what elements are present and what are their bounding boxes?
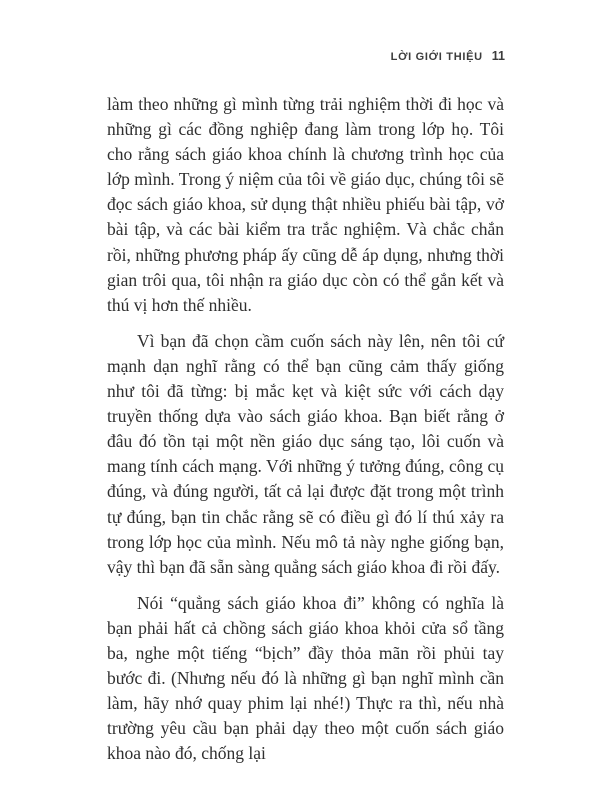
- paragraph: Nói “quẳng sách giáo khoa đi” không có nghĩa là bạn phải hất cả chồng sách giáo khoa khỏi cửa sổ tầng ba, nghe một tiếng “bịch” đầy thỏa mãn rồi phủi tay bước đi. (Nhưng nếu đó là những gì bạn nghĩ mình cần làm, hãy nhớ quay phim lại nhé!) Thực ra thì, nếu nhà trường yêu cầu bạn phải dạy theo một cuốn sách giáo khoa nào đó, chống lại: [107, 592, 504, 764]
- paragraph: làm theo những gì mình từng trải nghiệm thời đi học và những gì các đồng nghiệp đang làm trong lớp họ. Tôi cho rằng sách giáo khoa chính là chương trình học của lớp mình. Trong ý niệm của tôi về giáo dục, chúng tôi sẽ đọc sách giáo khoa, sử dụng thật nhiều phiếu bài tập, vở bài tập, và các bài kiểm tra trắc nghiệm. Và chắc chắn rồi, những phương pháp ấy cũng dễ áp dụng, nhưng thời gian trôi qua, tôi nhận ra giáo dục còn có thể gắn kết và thú vị hơn thế nhiều.: [107, 94, 504, 315]
- running-head-title: LỜI GIỚI THIỆU: [390, 51, 483, 63]
- page-body: [107, 92, 504, 777]
- paragraph: Vì bạn đã chọn cầm cuốn sách này lên, nên tôi cứ mạnh dạn nghĩ rằng có thể bạn cũng cảm thấy giống như tôi đã từng: bị mắc kẹt và kiệt sức với cách dạy truyền thống dựa vào sách giáo khoa. Bạn biết rằng ở đâu đó tồn tại một nền giáo dục sáng tạo, lôi cuốn và mang tính cách mạng. Với những ý tưởng đúng, công cụ đúng, và đúng người, tất cả lại được đặt trong một trình tự đúng, bạn tin chắc rằng sẽ có điều gì đó lí thú xảy ra trong lớp học của mình. Nếu mô tả này nghe giống bạn, vậy thì bạn đã sẵn sàng quẳng sách giáo khoa đi rồi đấy.: [107, 330, 504, 577]
- page-number: 11: [491, 49, 505, 63]
- page-header: [391, 49, 505, 63]
